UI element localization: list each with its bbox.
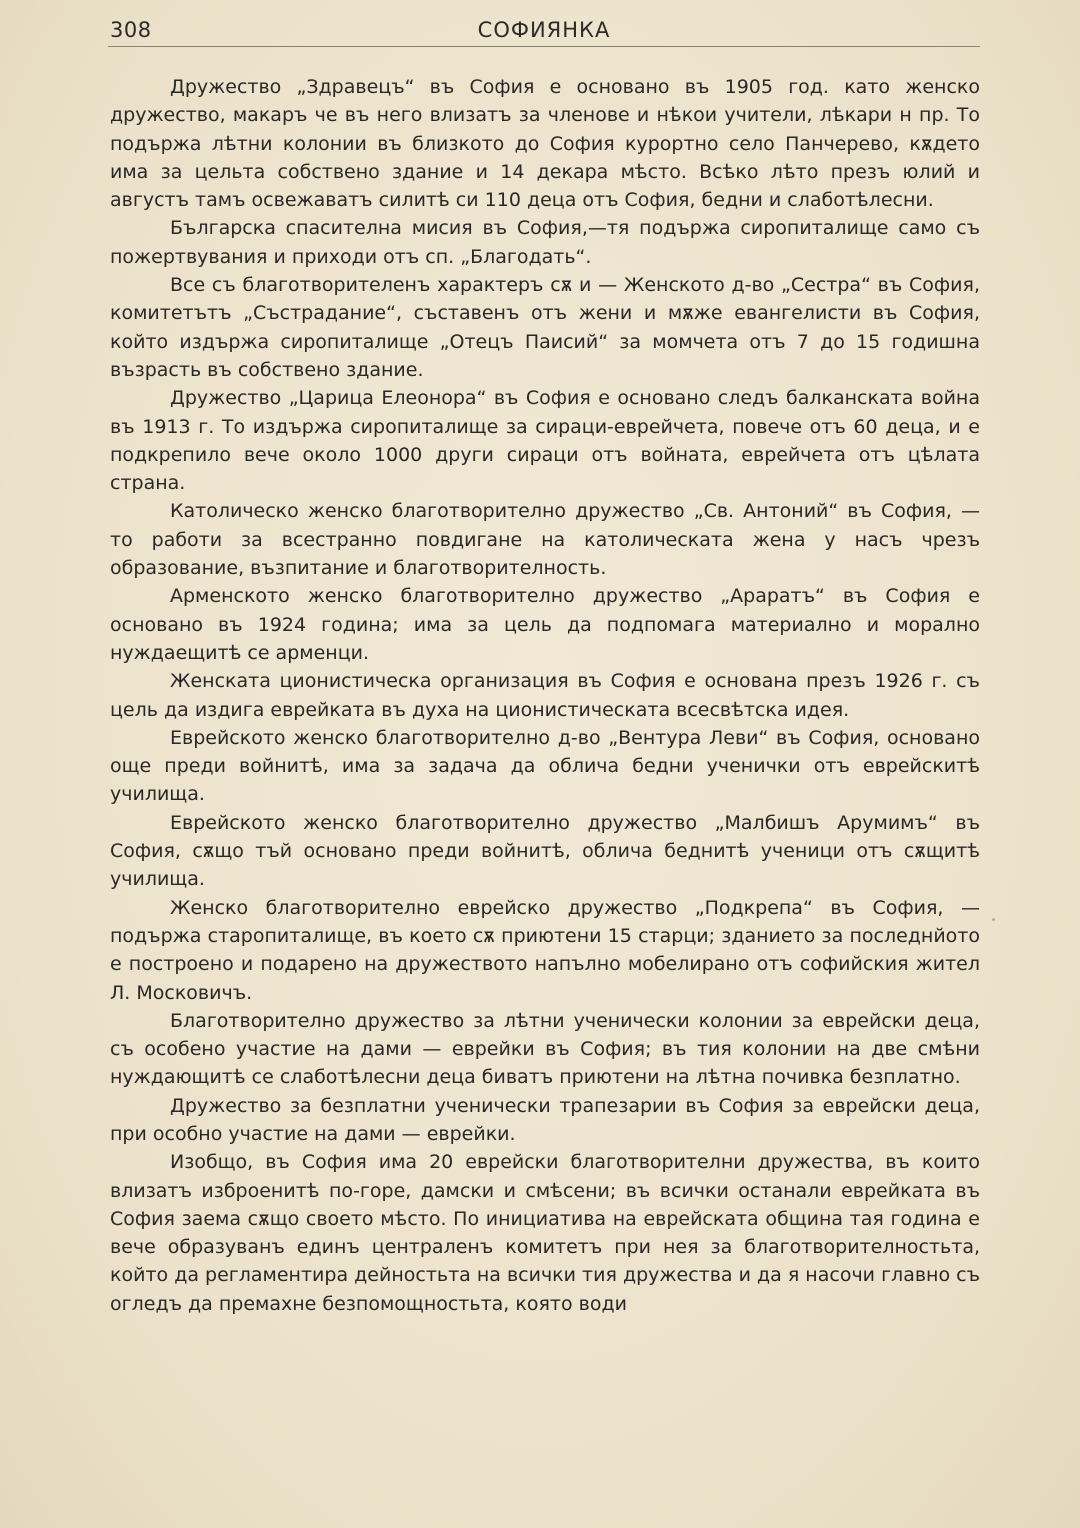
paragraph-ararat: Арменското женско благотворително дружество „Араратъ“ въ София е основано въ 1924 година; има за цель да подпомага материално и морално нуждаещитѣ се арменци. — [110, 585, 980, 664]
paragraph-zdravets: Дружество „Здравецъ“ въ София е основано въ 1905 год. като женско дружество, макаръ че въ него влизатъ за членове и нѣкои учители, лѣкари н пр. То подържа лѣтни колонии въ близкото до София курортно село Панчерево, кѫдето има за цельта собствено здание и 14 декара мѣсто. Всѣко лѣто презъ юлий и августъ тамъ освежаватъ силитѣ си 110 деца отъ София, бедни и слаботѣлесни. — [110, 76, 980, 212]
paragraph-letni-kolonii: Благотворително дружество за лѣтни ученически колонии за еврейски деца, съ особено участие на дами — еврейки въ София; въ тия колонии на две смѣни нуждающитѣ се слаботѣлесни деца биватъ приютени на лѣтна почивка безплатно. — [110, 1009, 980, 1089]
paragraph-spasitelna-misiya: Българска спасителна мисия въ София,—тя подържа сиропиталище само съ пожертвувания и приходи отъ сп. „Благодать“. — [110, 217, 980, 268]
paragraph-podkrepa: Женско благотворително еврейско дружество „Подкрепа“ въ София, — подържа старопиталище, въ което сѫ приютени 15 старци; зданието за последнйото е построено и подарено на дружеството напълно мобелирано отъ софийския жител Л. Московичъ. — [110, 896, 980, 1004]
paragraph-izobshto: Изобщо, въ София има 20 еврейски благотворителни дружества, въ които влизатъ изброенитѣ по-горе, дамски и смѣсени; въ всички останали еврейката въ София заема сѫщо своето мѣсто. По инициатива на еврейската община тая година е вече образуванъ единъ централенъ комитетъ при нея за благотворителностьта, който да регламентира дейностьта на всички тия дружества и да я насочи главно съ огледъ да премахне безпомощностьта, която води — [110, 1151, 980, 1315]
paragraph-ventura-levi: Еврейското женско благотворително д-во „Вентура Леви“ въ София, основано още преди войнитѣ, има за задача да облича бедни ученички отъ еврейскитѣ училища. — [110, 726, 980, 806]
page-number: 308 — [110, 18, 152, 42]
page-header — [108, 18, 980, 47]
paragraph-sestra: Все съ благотворителенъ характеръ сѫ и — Женското д-во „Сестра“ въ София, комитетътъ „Състрадание“, съставенъ отъ жени и мѫже евангелисти въ София, който издържа сиропиталище „Отецъ Паисий“ за момчета отъ 7 до 15 годишна възрасть въ собствено здание. — [110, 274, 980, 381]
paragraph-sv-antoniy: Католическо женско благотворително дружество „Св. Антоний“ въ София, — то работи за всестранно повдигане на католическата жена у насъ чрезъ образование, възпитание и благотворителность. — [110, 500, 980, 580]
paragraph-malbish-arumim: Еврейското женско благотворително дружество „Малбишъ Арумимъ“ въ София, сѫщо тъй основано преди войнитѣ, облича беднитѣ ученици отъ сѫщитѣ училища. — [110, 811, 980, 891]
paragraph-tsaritsa-eleonora: Дружество „Царица Елеонора“ въ София е основано следъ балканската война въ 1913 г. То издържа сиропиталище за сираци-еврейчета, повече отъ 60 деца, и е подкрепило вече около 1000 други сираци отъ войната, еврейчета отъ цѣлата страна. — [110, 387, 980, 495]
paper-speck — [992, 918, 995, 921]
paragraph-trapezarii: Дружество за безплатни ученически трапезарии въ София за еврейски деца, при особно участие на дами — еврейки. — [110, 1094, 980, 1145]
running-title: СОФИЯНКА — [477, 18, 611, 42]
paragraph-tsionisticheska: Женската ционистическа организация въ София е основана презъ 1926 г. съ цель да издига еврейката въ духа на ционистическата всесвѣтска идея. — [110, 670, 980, 721]
body-text — [110, 73, 980, 1318]
